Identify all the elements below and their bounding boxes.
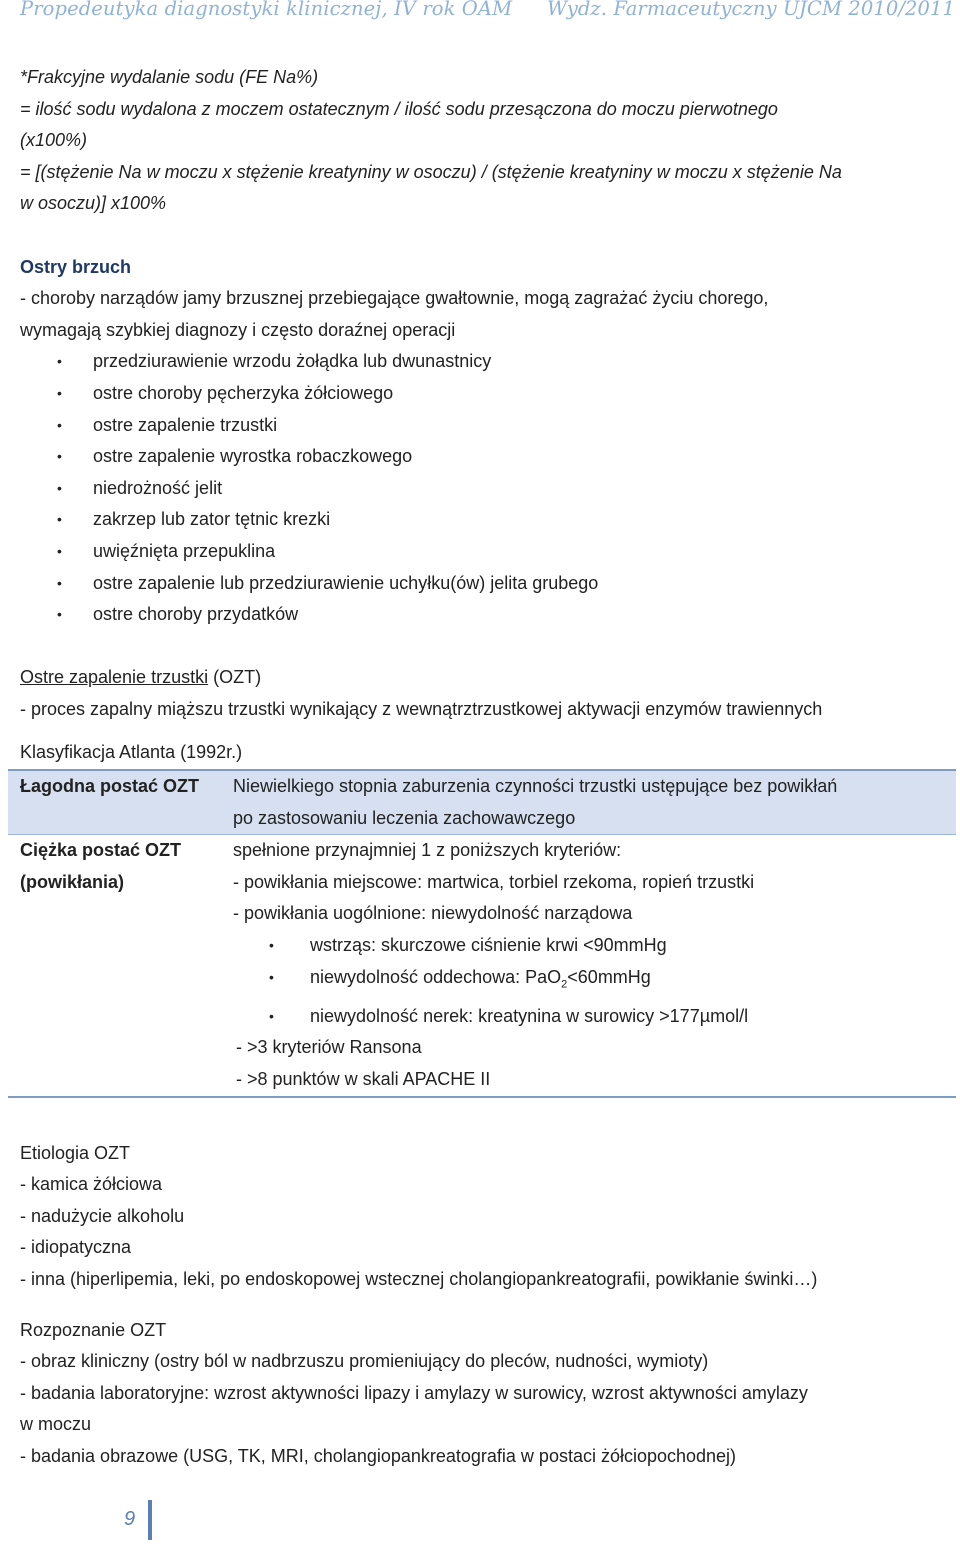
list-item: - idiopatyczna	[20, 1237, 132, 1258]
cell-line: (powikłania)	[20, 871, 125, 892]
subscript: 2	[561, 978, 568, 991]
list-item: • ostre zapalenie trzustki	[20, 410, 945, 442]
list-item: • przedziurawienie wrzodu żołądka lub dwunastnicy	[20, 346, 945, 378]
ozt-section	[20, 662, 945, 725]
list-item: • ostre choroby przydatków	[20, 599, 945, 631]
cell-line: - powikłania uogólnione: niewydolność narządowa	[233, 903, 633, 924]
fena-line: = ilość sodu wydalona z moczem ostatecznym / ilość sodu przesączona do moczu pierwotnego	[20, 98, 778, 119]
table-row	[8, 770, 956, 835]
page-number-bar	[148, 1500, 152, 1540]
list-item: • uwięźnięta przepuklina	[20, 536, 945, 568]
mild-form-label: Łagodna postać OZT	[8, 770, 233, 835]
etiology-section	[20, 1138, 945, 1296]
mild-form-desc	[233, 770, 956, 835]
ostry-brzuch-desc: - choroby narządów jamy brzusznej przebiegające gwałtownie, mogą zagrażać życiu chorego,	[20, 288, 769, 309]
list-item: • niedrożność jelit	[20, 473, 945, 505]
fena-line: w osoczu)] x100%	[20, 193, 167, 214]
list-item: • wstrząs: skurczowe ciśnienie krwi <90mmHg	[233, 930, 946, 962]
list-item: • ostre zapalenie lub przedziurawienie uchyłku(ów) jelita grubego	[20, 568, 945, 600]
section-title-ozt: Ostre zapalenie trzustki	[20, 667, 209, 688]
cell-line: spełnione przynajmniej 1 z poniższych kryteriów:	[233, 840, 622, 861]
page-content	[20, 62, 945, 1473]
cell-line: - >8 punktów w skali APACHE II	[236, 1069, 491, 1089]
list-item-text: <60mmHg	[567, 966, 651, 987]
list-item: - badania obrazowe (USG, TK, MRI, cholangiopankreatografia w postaci żółciopochodnej)	[20, 1445, 737, 1466]
fena-line: = [(stężenie Na w moczu x stężenie kreatyniny w osoczu) / (stężenie kreatyniny w moczu x stężenie Na	[20, 161, 842, 182]
header-faculty: Wydz. Farmaceutyczny UJCM 2010/2011	[547, 0, 956, 20]
list-item: - nadużycie alkoholu	[20, 1205, 185, 1226]
fena-definition	[20, 62, 945, 220]
cell-line: Ciężka postać OZT	[20, 840, 182, 861]
ozt-desc: - proces zapalny miąższu trzustki wynikający z wewnątrztrzustkowej aktywacji enzymów trawiennych	[20, 698, 823, 719]
cell-line: - powikłania miejscowe: martwica, torbiel rzekoma, ropień trzustki	[233, 871, 755, 892]
list-item: - inna (hiperlipemia, leki, po endoskopowej wstecznej cholangiopankreatografii, powikłanie świnki…)	[20, 1268, 818, 1289]
ozt-heading	[20, 662, 945, 694]
list-item: - kamica żółciowa	[20, 1174, 163, 1195]
list-item-text: niewydolność oddechowa: PaO	[310, 966, 562, 987]
cell-line: - >3 kryteriów Ransona	[236, 1037, 422, 1058]
section-title-ostry-brzuch: Ostry brzuch	[20, 256, 132, 277]
table-row	[8, 835, 956, 1097]
classification-title: Klasyfikacja Atlanta (1992r.)	[20, 742, 243, 763]
list-item: - obraz kliniczny (ostry ból w nadbrzuszu promieniujący do pleców, nudności, wymioty)	[20, 1351, 709, 1372]
page-header	[0, 0, 960, 26]
list-item: w moczu	[20, 1414, 92, 1435]
organ-failure-list	[233, 930, 946, 1032]
list-item: • niewydolność nerek: kreatynina w surowicy >177µmol/l	[233, 1001, 946, 1033]
page-number: 9	[124, 1508, 136, 1530]
list-item: • zakrzep lub zator tętnic krezki	[20, 504, 945, 536]
fena-line: *Frakcyjne wydalanie sodu (FE Na%)	[20, 67, 319, 87]
list-item	[233, 962, 946, 1001]
section-title-etiology: Etiologia OZT	[20, 1142, 131, 1163]
diagnosis-section	[20, 1315, 945, 1473]
ostry-brzuch-desc: wymagają szybkiej diagnozy i często doraźnej operacji	[20, 319, 456, 340]
severe-form-desc	[233, 835, 956, 1097]
ostry-brzuch-list	[20, 346, 945, 630]
ozt-abbr: (OZT)	[208, 667, 262, 688]
section-title-diagnosis: Rozpoznanie OZT	[20, 1319, 167, 1340]
fena-line: (x100%)	[20, 130, 88, 151]
ostry-brzuch-section	[20, 252, 945, 631]
cell-line: Niewielkiego stopnia zaburzenia czynności trzustki ustępujące bez powikłań	[233, 776, 838, 797]
list-item: • ostre choroby pęcherzyka żółciowego	[20, 378, 945, 410]
severe-form-label	[8, 835, 233, 1097]
list-item: - badania laboratoryjne: wzrost aktywności lipazy i amylazy w surowicy, wzrost aktywności amylazy	[20, 1382, 808, 1403]
header-course: Propedeutyka diagnostyki klinicznej, IV rok OAM	[20, 0, 513, 20]
list-item: • ostre zapalenie wyrostka robaczkowego	[20, 441, 945, 473]
classification-table	[8, 769, 956, 1098]
cell-line: po zastosowaniu leczenia zachowawczego	[233, 807, 576, 828]
